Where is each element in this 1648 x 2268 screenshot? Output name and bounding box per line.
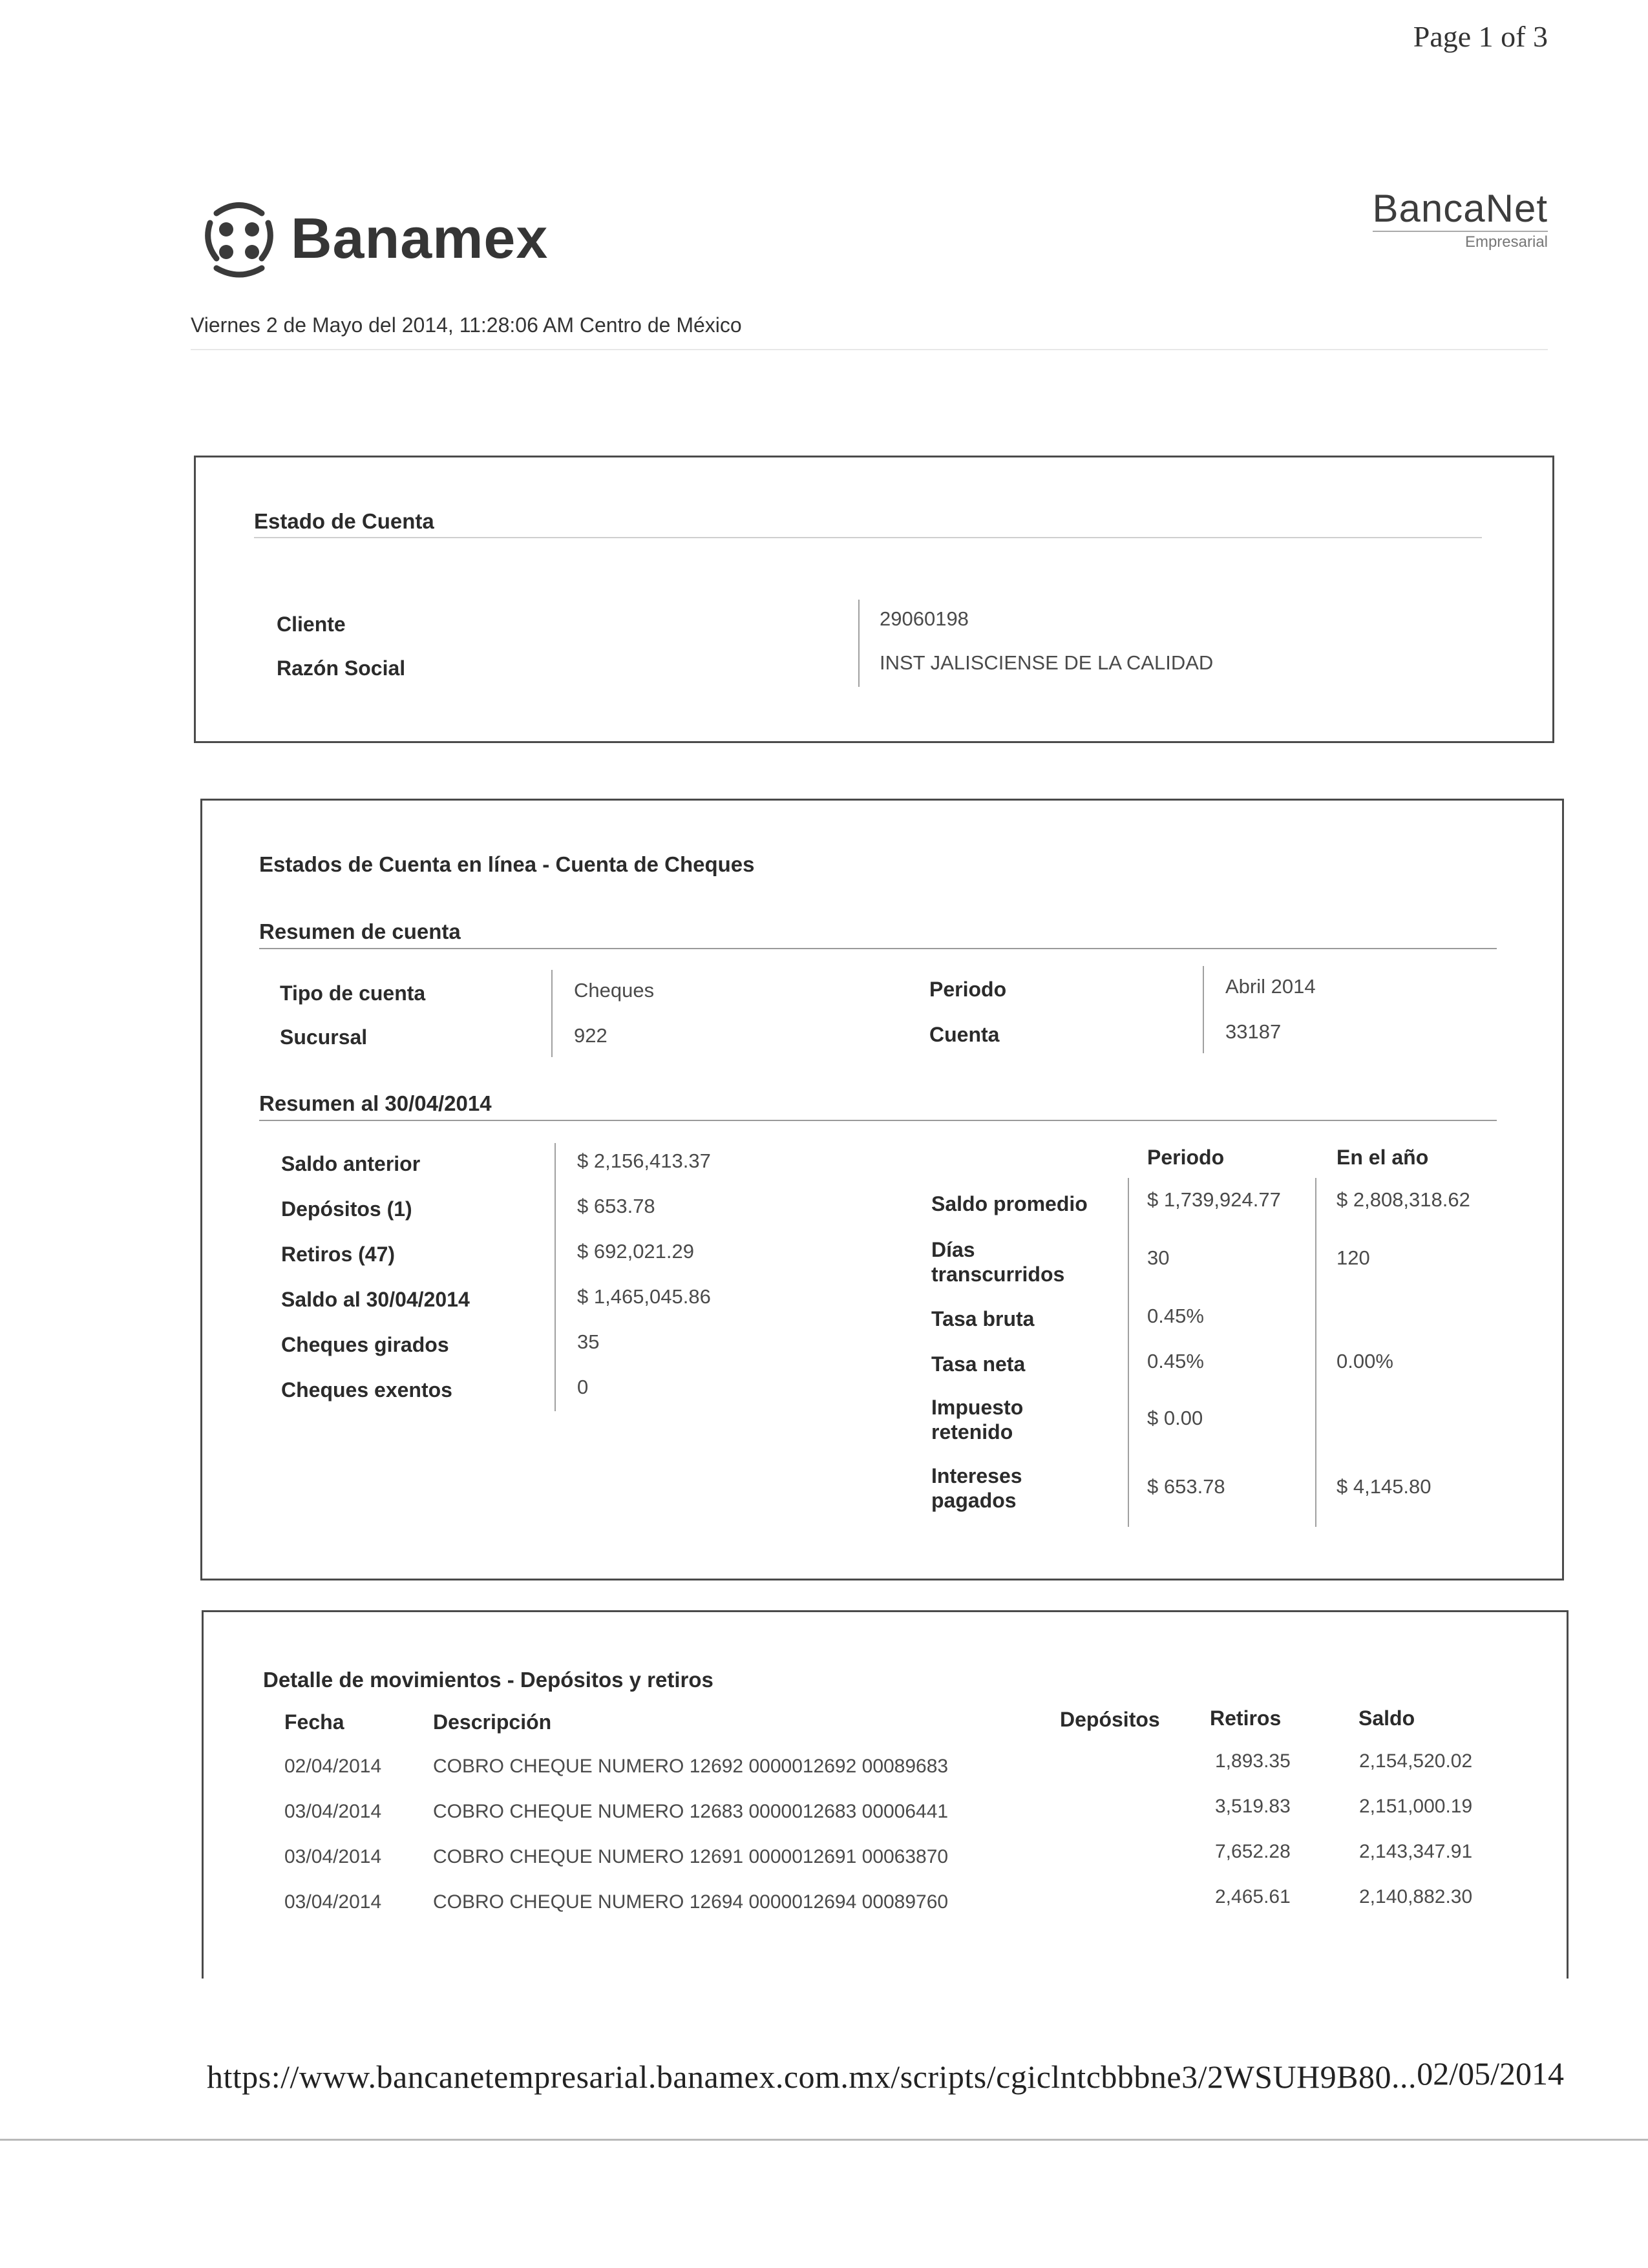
summary-label: Impuesto retenido — [931, 1396, 1024, 1444]
summary-label: Retiros (47) — [281, 1243, 396, 1266]
bancanet-subtitle: Empresarial — [1373, 231, 1548, 251]
periodo-label: Periodo — [929, 978, 1007, 1001]
row-saldo: 2,143,347.91 — [1359, 1841, 1473, 1862]
summary-label: Saldo anterior — [281, 1152, 421, 1175]
cuenta-cheques-panel — [200, 799, 1564, 1580]
summary-label: Intereses pagados — [931, 1464, 1022, 1512]
bancanet-brand — [1373, 186, 1548, 251]
footer-date: 02/05/2014 — [1417, 2055, 1564, 2092]
summary-label: Días transcurridos — [931, 1238, 1065, 1286]
summary-value: 0 — [577, 1376, 589, 1398]
anio-value: $ 4,145.80 — [1336, 1475, 1431, 1498]
row-fecha: 02/04/2014 — [284, 1756, 382, 1777]
cuenta-value: 33187 — [1225, 1020, 1282, 1043]
bancanet-name: BancaNet — [1372, 187, 1548, 230]
summary-value: $ 653.78 — [577, 1195, 655, 1217]
summary-value: $ 692,021.29 — [577, 1240, 695, 1263]
table-row — [284, 1750, 1499, 1781]
periodo-value: $ 1,739,924.77 — [1147, 1188, 1281, 1211]
movimientos-title: Detalle de movimientos - Depósitos y retiros — [263, 1668, 713, 1692]
periodo-value: 0.45% — [1147, 1305, 1204, 1327]
section-divider — [259, 948, 1497, 949]
row-descripcion: COBRO CHEQUE NUMERO 12691 0000012691 00063870 — [433, 1846, 949, 1867]
column-divider — [858, 600, 860, 687]
summary-value: $ 2,156,413.37 — [577, 1150, 711, 1172]
razon-social-label: Razón Social — [277, 656, 406, 680]
page-number: Page 1 of 3 — [1413, 20, 1548, 53]
periodo-value: $ 653.78 — [1147, 1475, 1225, 1498]
row-saldo: 2,151,000.19 — [1359, 1796, 1473, 1817]
row-retiros: 7,652.28 — [1215, 1841, 1291, 1862]
resumen-cuenta-title: Resumen de cuenta — [259, 919, 461, 943]
summary-label: Tasa neta — [931, 1352, 1026, 1376]
section-divider — [259, 1120, 1497, 1121]
table-row — [284, 1886, 1499, 1917]
summary-label: Saldo al 30/04/2014 — [281, 1288, 470, 1311]
sucursal-value: 922 — [574, 1024, 607, 1047]
resumen-al-title: Resumen al 30/04/2014 — [259, 1091, 492, 1115]
periodo-header: Periodo — [1147, 1146, 1225, 1169]
periodo-value: 30 — [1147, 1246, 1170, 1269]
column-divider — [551, 970, 553, 1057]
header-divider — [191, 349, 1548, 350]
summary-label: Depósitos (1) — [281, 1197, 412, 1221]
summary-label: Cheques girados — [281, 1333, 449, 1356]
cliente-value: 29060198 — [880, 607, 969, 630]
periodo-value: 0.45% — [1147, 1350, 1204, 1372]
column-divider — [1203, 966, 1204, 1053]
row-descripcion: COBRO CHEQUE NUMERO 12683 0000012683 00006441 — [433, 1801, 949, 1822]
anio-value: $ 2,808,318.62 — [1336, 1188, 1470, 1211]
cuenta-label: Cuenta — [929, 1023, 1000, 1046]
column-header-descripcion: Descripción — [433, 1710, 552, 1734]
row-fecha: 03/04/2014 — [284, 1801, 382, 1822]
bank-name: Banamex — [291, 206, 549, 270]
movimientos-panel — [202, 1610, 1569, 1979]
banamex-logo-icon — [191, 194, 288, 284]
row-fecha: 03/04/2014 — [284, 1891, 382, 1913]
row-saldo: 2,140,882.30 — [1359, 1886, 1473, 1907]
footer-url: https://www.bancanetempresarial.banamex.com.mx/scripts/cgiclntcbbbne3/2WSUH9B80... — [207, 2059, 1417, 2095]
report-datetime: Viernes 2 de Mayo del 2014, 11:28:06 AM Centro de México — [191, 313, 742, 337]
sucursal-label: Sucursal — [280, 1025, 368, 1049]
row-retiros: 1,893.35 — [1215, 1750, 1291, 1772]
column-header-retiros: Retiros — [1210, 1706, 1282, 1730]
section-divider — [254, 537, 1482, 538]
column-header-fecha: Fecha — [284, 1710, 344, 1734]
row-fecha: 03/04/2014 — [284, 1846, 382, 1867]
razon-social-value: INST JALISCIENSE DE LA CALIDAD — [880, 651, 1214, 674]
column-header-depositos: Depósitos — [1060, 1708, 1160, 1731]
column-divider — [1315, 1178, 1316, 1527]
anio-value: 120 — [1336, 1246, 1370, 1269]
estado-cuenta-panel — [194, 456, 1554, 743]
row-retiros: 3,519.83 — [1215, 1796, 1291, 1817]
cliente-label: Cliente — [277, 613, 346, 636]
table-row — [284, 1796, 1499, 1827]
summary-value: 35 — [577, 1330, 600, 1353]
anio-value: 0.00% — [1336, 1350, 1393, 1372]
summary-label: Saldo promedio — [931, 1192, 1088, 1215]
row-descripcion: COBRO CHEQUE NUMERO 12692 0000012692 00089683 — [433, 1756, 949, 1777]
cuenta-cheques-title: Estados de Cuenta en línea - Cuenta de Cheques — [259, 852, 755, 876]
tipo-cuenta-label: Tipo de cuenta — [280, 982, 426, 1005]
tipo-cuenta-value: Cheques — [574, 979, 655, 1002]
summary-label: Cheques exentos — [281, 1378, 452, 1402]
periodo-value: $ 0.00 — [1147, 1407, 1203, 1429]
periodo-value: Abril 2014 — [1225, 975, 1316, 998]
en-el-anio-header: En el año — [1336, 1146, 1429, 1169]
page-bottom-divider — [0, 2139, 1648, 2141]
summary-label: Tasa bruta — [931, 1307, 1035, 1330]
summary-value: $ 1,465,045.86 — [577, 1285, 711, 1308]
row-descripcion: COBRO CHEQUE NUMERO 12694 0000012694 00089760 — [433, 1891, 949, 1913]
estado-cuenta-title: Estado de Cuenta — [254, 509, 434, 533]
column-divider — [1128, 1178, 1129, 1527]
column-header-saldo: Saldo — [1358, 1706, 1415, 1730]
row-retiros: 2,465.61 — [1215, 1886, 1291, 1907]
table-row — [284, 1841, 1499, 1872]
column-divider — [555, 1143, 556, 1411]
row-saldo: 2,154,520.02 — [1359, 1750, 1473, 1772]
